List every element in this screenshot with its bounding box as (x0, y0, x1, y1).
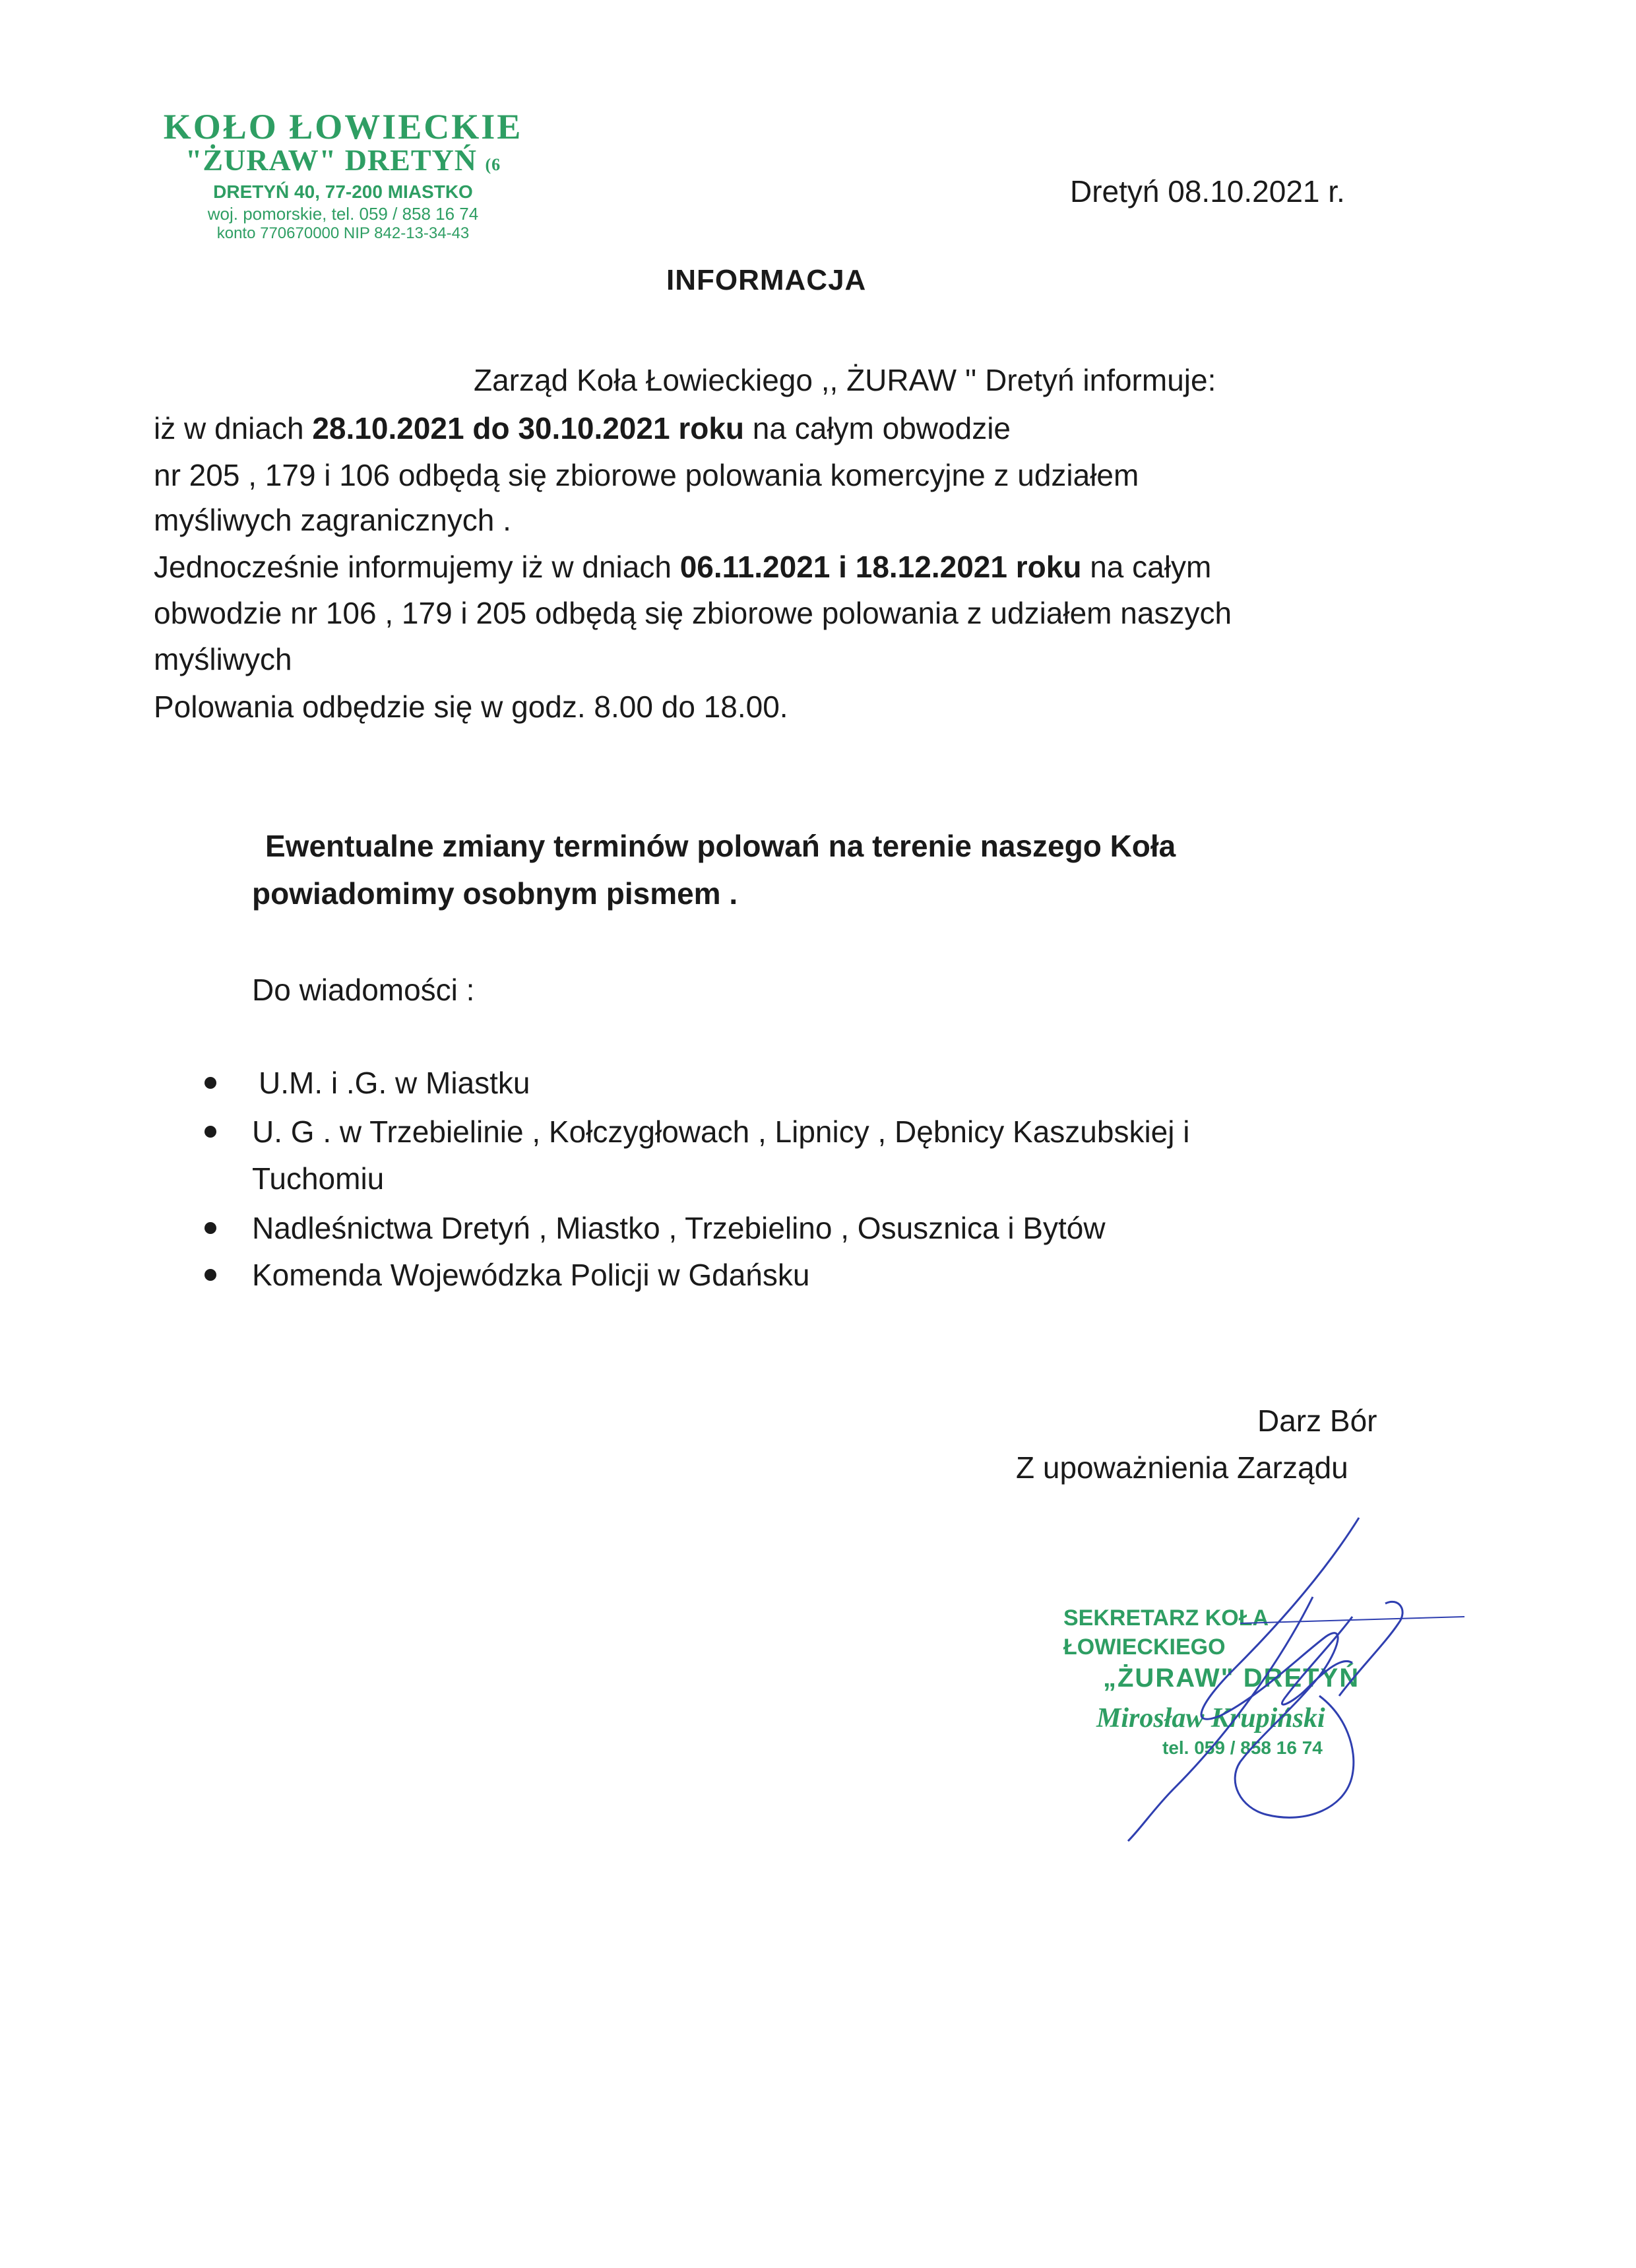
recipients-heading: Do wiadomości : (252, 973, 475, 1007)
notice-line1: Ewentualne zmiany terminów polowań na terenie naszego Koła (265, 829, 1176, 863)
recipient-item: U. G . w Trzebielinie , Kołczygłowach , Lipnicy , Dębnicy Kaszubskiej i (252, 1115, 1190, 1149)
signature-stamp-role: SEKRETARZ KOŁA ŁOWIECKIEGO (1063, 1605, 1268, 1660)
intro-line: Zarząd Koła Łowieckiego ,, ŻURAW '' Dretyń informuje: (474, 363, 1216, 397)
place-date: Dretyń 08.10.2021 r. (1070, 174, 1345, 209)
notice-line2: powiadomimy osobnym pismem . (252, 876, 738, 911)
stamp-org-name: KOŁO ŁOWIECKIE (163, 107, 523, 146)
closing-authority: Z upoważnienia Zarządu (1016, 1450, 1348, 1485)
recipient-item-continuation: Tuchomiu (252, 1161, 385, 1196)
para1-line3: nr 205 , 179 i 106 odbędą się zbiorowe polowania komercyjne z udziałem (154, 458, 1139, 492)
para2-line2: obwodzie nr 106 , 179 i 205 odbędą się zbiorowe polowania z udziałem naszych (154, 596, 1232, 630)
recipient-item: Nadleśnictwa Dretyń , Miastko , Trzebielino , Osusznica i Bytów (252, 1211, 1106, 1245)
para2-line3: myśliwych (154, 642, 292, 676)
header-stamp (158, 109, 528, 240)
bullet-icon (204, 1126, 216, 1138)
closing-greeting: Darz Bór (1257, 1404, 1377, 1438)
stamp-club-name (158, 145, 528, 181)
hunt-hours: Polowania odbędzie się w godz. 8.00 do 18.00. (154, 690, 788, 724)
signature-stamp-person: Mirosław Krupiński (1096, 1703, 1325, 1733)
para1-line4: myśliwych zagranicznych . (154, 503, 511, 537)
para1-line2 (154, 405, 1011, 452)
stamp-account: konto 770670000 NIP 842-13-34-43 (216, 224, 470, 240)
para1-line2-suffix: na całym obwodzie (744, 411, 1011, 445)
document-title: INFORMACJA (666, 264, 867, 296)
commercial-hunt-dates: 28.10.2021 do 30.10.2021 roku (312, 411, 745, 445)
signature-stamp-club: „ŻURAW" DRETYŃ (1103, 1664, 1360, 1693)
signature-stamp-phone: tel. 059 / 858 16 74 (1162, 1737, 1323, 1758)
stamp-club-name-text: "ŻURAW" DRETYŃ (185, 143, 477, 177)
para2-line1-prefix: Jednocześnie informujemy iż w dniach (154, 550, 680, 584)
recipient-item: Komenda Wojewódzka Policji w Gdańsku (252, 1258, 810, 1292)
para2-line1 (154, 543, 1211, 591)
bullet-icon (204, 1077, 216, 1089)
stamp-phone: woj. pomorskie, tel. 059 / 858 16 74 (207, 204, 479, 224)
recipient-item: U.M. i .G. w Miastku (259, 1066, 530, 1100)
stamp-club-suffix: (6 (485, 155, 501, 174)
para1-line2-prefix: iż w dniach (154, 411, 313, 445)
para2-line1-suffix: na całym (1081, 550, 1212, 584)
handwritten-signature (1042, 1498, 1504, 1854)
bullet-icon (204, 1222, 216, 1234)
stamp-address: DRETYŃ 40, 77-200 MIASTKO (213, 181, 473, 202)
bullet-icon (204, 1269, 216, 1281)
local-hunt-dates: 06.11.2021 i 18.12.2021 roku (679, 550, 1082, 584)
